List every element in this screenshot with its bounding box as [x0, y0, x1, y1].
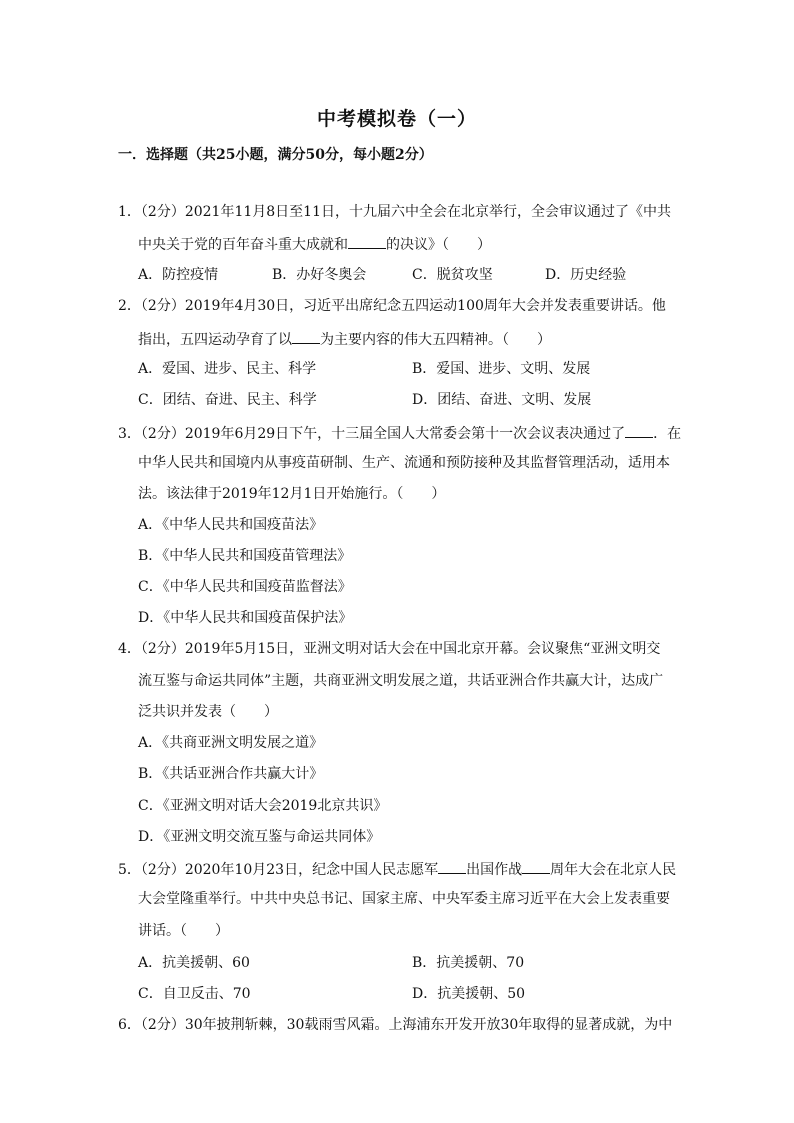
question-2-option-b: B．爱国、进步、文明、发展	[412, 361, 591, 377]
question-2-text-b: 为主要内容的伟大五四精神。（ ）	[320, 332, 551, 348]
question-3-line-2: 中华人民共和国境内从事疫苗研制、生产、流通和预防接种及其监督管理活动，适用本	[138, 455, 670, 471]
question-2-option-d: D．团结、奋进、文明、发展	[412, 392, 592, 408]
answer-blank	[348, 234, 386, 249]
question-1-text-a: 中央关于党的百年奋斗重大成就和	[138, 237, 348, 253]
question-3-line-1	[118, 423, 681, 443]
question-2-line-1: 2．（2分）2019年4月30日，习近平出席纪念五四运动100周年大会并发表重要讲话。他	[118, 298, 666, 314]
question-4-line-2: 流互鉴与命运共同体”主题，共商亚洲文明发展之道，共话亚洲合作共赢大计，达成广	[138, 673, 664, 689]
question-1-text-b: 的决议》（ ）	[386, 237, 491, 253]
question-3-option-a: A．《中华人民共和国疫苗法》	[138, 517, 324, 533]
question-5-line-1	[118, 859, 676, 879]
question-2-text-a: 指出，五四运动孕育了以	[138, 332, 292, 348]
question-5-option-d: D．抗美援朝、50	[412, 986, 526, 1002]
page-title: 中考模拟卷（一）	[316, 108, 477, 130]
question-3-text-a: 3．（2分）2019年6月29日下午，十三届全国人大常委会第十一次会议表决通过了	[118, 426, 626, 442]
question-5-text-b: 出国作战	[466, 862, 523, 878]
section-heading: 一．选择题（共25小题，满分50分，每小题2分）	[118, 147, 433, 163]
question-4-line-1: 4．（2分）2019年5月15日，亚洲文明对话大会在中国北京开幕。会议聚焦“亚洲文明交	[118, 641, 661, 657]
question-2-option-c: C．团结、奋进、民主、科学	[138, 392, 317, 408]
question-4-option-d: D．《亚洲文明交流互鉴与命运共同体》	[138, 829, 381, 845]
question-6-line-1: 6．（2分）30年披荆斩棘，30载雨雪风霜。上海浦东开发开放30年取得的显著成就，为中	[118, 1017, 673, 1033]
question-1-line-2	[138, 234, 491, 254]
question-4-option-b: B．《共话亚洲合作共赢大计》	[138, 766, 324, 782]
question-4-option-c: C．《亚洲文明对话大会2019北京共识》	[138, 798, 388, 814]
question-5-text-a: 5．（2分）2020年10月23日，纪念中国人民志愿军	[118, 862, 439, 878]
question-1-option-b: B．办好冬奥会	[272, 267, 367, 283]
question-4-line-3: 泛共识并发表（ ）	[138, 704, 278, 720]
question-5-option-a: A．抗美援朝、60	[138, 955, 250, 971]
question-5-line-2: 大会堂隆重举行。中共中央总书记、国家主席、中央军委主席习近平在大会上发表重要	[138, 891, 670, 907]
question-5-line-3: 讲话。（ ）	[138, 923, 229, 939]
question-5-option-b: B．抗美援朝、70	[412, 955, 525, 971]
answer-blank	[292, 329, 320, 344]
question-5-text-c: 周年大会在北京人民	[550, 862, 677, 878]
answer-blank	[625, 423, 653, 438]
answer-blank	[522, 859, 550, 874]
answer-blank	[438, 859, 466, 874]
question-3-option-c: C．《中华人民共和国疫苗监督法》	[138, 579, 352, 595]
question-1-line-1: 1．（2分）2021年11月8日至11日，十九届六中全会在北京举行，全会审议通过了《中共	[118, 204, 671, 220]
question-2-option-a: A．爱国、进步、民主、科学	[138, 361, 317, 377]
question-1-option-a: A．防控疫情	[138, 267, 219, 283]
question-3-text-b: ．在	[653, 426, 682, 442]
question-3-line-3: 法。该法律于2019年12月1日开始施行。（ ）	[138, 486, 446, 502]
question-3-option-d: D．《中华人民共和国疫苗保护法》	[138, 610, 353, 626]
question-1-option-d: D．历史经验	[545, 267, 627, 283]
question-5-option-c: C．自卫反击、70	[138, 986, 251, 1002]
question-4-option-a: A．《共商亚洲文明发展之道》	[138, 735, 324, 751]
question-1-option-c: C．脱贫攻坚	[412, 267, 493, 283]
question-2-line-2	[138, 329, 551, 349]
question-3-option-b: B．《中华人民共和国疫苗管理法》	[138, 548, 352, 564]
